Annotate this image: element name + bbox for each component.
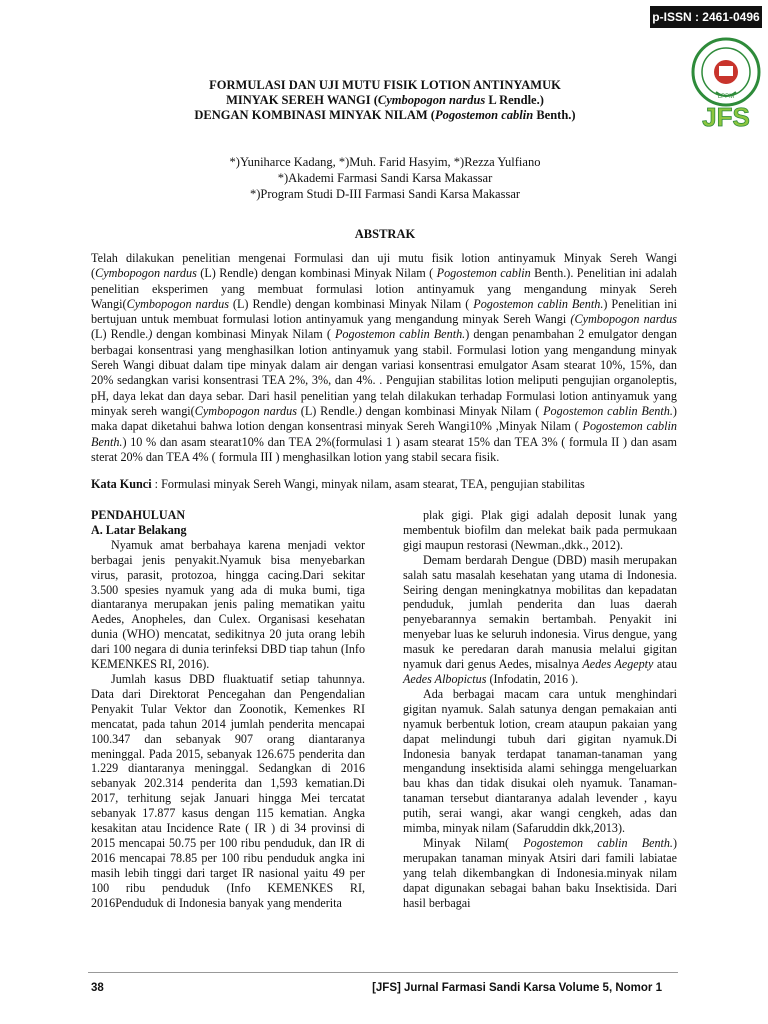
logo-sub-text: LPPM	[717, 94, 735, 100]
paragraph: Ada berbagai macam cara untuk menghindari gigitan nyamuk. Salah satunya dengan pemakaian anti nyamuk berbentuk lotion, cream ataupun pakaian yang dapat melindungi tubuh dari gigitan nyamuk.Di Indonesia banyak terdapat tanaman-tanaman yang mengandung insektisida alami sehingga mengeluarkan bau khas dan tidak disukai oleh nyamuk. Tanaman-tanaman tersebut diantaranya adalah levender , kayu putih, serai wangi, akar wangi cengkeh, adas dan mimba, minyak nilam (Safaruddin dkk,2013).	[403, 686, 677, 836]
abstract-heading: ABSTRAK	[354, 227, 416, 241]
title-line-3: DENGAN KOMBINASI MINYAK NILAM (Pogostemon cablin Benth.)	[194, 108, 576, 122]
section-heading: PENDAHULUAN	[91, 508, 186, 522]
journal-logo	[690, 36, 762, 132]
affiliation-1: *)Akademi Farmasi Sandi Karsa Makassar	[277, 171, 493, 185]
title-line-2: MINYAK SEREH WANGI (Cymbopogon nardus L Rendle.)	[226, 93, 544, 107]
keywords-label: Kata Kunci	[91, 477, 152, 491]
author-names: *)Yuniharce Kadang, *)Muh. Farid Hasyim, *)Rezza Yulfiano	[229, 155, 541, 169]
logo-emblem-text: JFS	[702, 102, 750, 132]
paragraph: plak gigi. Plak gigi adalah deposit lunak yang membentuk biofilm dan melekat baik pada permukaan gigi maupun restorasi (Newman.,dkk., 2012).	[403, 508, 677, 552]
subsection-heading: A. Latar Belakang	[91, 522, 187, 537]
paper-title	[90, 78, 680, 123]
left-column	[91, 508, 365, 910]
footer-divider	[88, 972, 678, 973]
paragraph: Jumlah kasus DBD fluaktuatif setiap tahunnya. Data dari Direktorat Pencegahan dan Pengendalian Penyakit Tular Vektor dan Zoonotik, Kemenkes RI mencatat, pada tahun 2014 jumlah penderita mencapai 100.347 dan sebanyak 907 orang diantaranya meninggal. Pada 2015, sebanyak 126.675 penderita dan 1.229 diantaranya meninggal. Sedangkan di 2016 sebanyak 202.314 penderita dan 1,593 kematian.Di 2017, terhitung sejak Januari hingga Mei tercatat sebanyak 17.877 kasus dengan 115 kematian. Angka kesakitan atau Incidence Rate ( IR ) di 34 provinsi di 2015 mencapai 50.75 per 100 ribu penduduk, dan IR di 2016 mencapai 78.85 per 100 ribu penduduk angka ini masih lebih tinggi dari target IR nasional yaitu 49 per 100 ribu penduduk (Info KEMENKES RI, 2016Penduduk di Indonesia banyak yang menderita	[91, 671, 365, 910]
page-number: 38	[91, 982, 104, 994]
abstract-body: Telah dilakukan penelitian mengenai Formulasi dan uji mutu fisik lotion antinyamuk Minyak Sereh Wangi (Cymbopogon nardus (L) Rendle) dengan kombinasi Minyak Nilam ( Pogostemon cablin Benth.). Penelitian ini adalah penelitian eksperimen yang membuat formulasi lotion antinyamuk yang mengandung minyak Sereh Wangi(Cymbopogon nardus (L) Rendle) dengan kombinasi Minyak Nilam ( Pogostemon cablin Benth.) Penelitian ini bertujuan untuk membuat formulasi lotion antinyamuk yang mengandung minyak Sereh Wangi (Cymbopogon nardus (L) Rendle.) dengan kombinasi Minyak Nilam ( Pogostemon cablin Benth.) dengan penambahan 2 emulgator dengan berbagai konsentrasi yang menghasilkan lotion antinyamuk yang stabil. Formulasi lotion yang mengandung minyak Sereh Wangi dibuat dalam tipe minyak dalam air dengan variasi konsentrasi emulgator Asam stearat 10%, 15%, dan 20% sedangkan varisi konsentrasi TEA 2%, 3%, dan 4%. . Pengujian stabilitas lotion meliputi pengujian organoleptis, pH, daya lekat dan daya sebar. Dari hasil penelitian yang telah dilakukan terhadap Formulasi lotion antinyamuk yang minyak sereh wangi(Cymbopogon nardus (L) Rendle.) dengan kombinasi Minyak Nilam ( Pogostemon cablin Benth.) maka dapat diketahui bahwa lotion dengan konsentrasi minyak Sereh Wangi10% ,Minyak Nilam ( Pogostemon cablin Benth.) 10 % dan asam stearat10% dan TEA 2%(formulasi 1 ) asam stearat 15% dan TEA 3% ( formula II ) dan asam sterat 20% dan TEA 4% ( formula III ) menghasilkan lotion yang stabil secara fisik.	[91, 251, 678, 464]
authors-block	[90, 154, 680, 202]
paragraph: Minyak Nilam( Pogostemon cablin Benth.) merupakan tanaman minyak Atsiri dari famili labiatae yang telah dikembangkan di Indonesia.minyak nilam dapat digunakan sebagai bahan baku Insektisida. Dari hasil berbagai	[403, 835, 677, 910]
affiliation-2: *)Program Studi D-III Farmasi Sandi Karsa Makassar	[249, 187, 521, 201]
right-column	[403, 508, 677, 910]
paragraph: Demam berdarah Dengue (DBD) masih merupakan salah satu masalah kesehatan yang utama di Indonesia. Seiring dengan meningkatnya mobilitas dan kepadatan penduduk, jumlah penderita dan luas daerah penyebarannya semakin bertambah. Penyakit ini menyebar luas ke seluruh indonesia. Virus dengue, yang masuk ke peredaran darah manusia melalui gigitan nyamuk dari genus Aedes, misalnya Aedes Aegepty atau Aedes Albopictus (Infodatin, 2016 ).	[403, 552, 677, 686]
journal-footer: [JFS] Jurnal Farmasi Sandi Karsa Volume 5, Nomor 1	[372, 982, 662, 994]
keywords: Kata Kunci : Formulasi minyak Sereh Wangi, minyak nilam, asam stearat, TEA, pengujian stabilitas	[91, 477, 585, 491]
title-line-1: FORMULASI DAN UJI MUTU FISIK LOTION ANTINYAMUK	[209, 78, 561, 92]
issn-badge: p-ISSN : 2461-0496	[650, 6, 762, 28]
paragraph: Nyamuk amat berbahaya karena menjadi vektor berbagai jenis penyakit.Nyamuk bisa menyebarkan virus, parasit, protozoa, hingga cacing.Dari sekitar 3.500 spesies nyamuk yang ada di muka bumi, tiga diantaranya merupakan jenis paling mematikan yaitu Aedes, Anopheles, dan Culex. Organisasi kesehatan dunia (WHO) mencatat, sedikitnya 20 juta orang lebih dari 100 negara di dunia terinfeksi DBD tiap tahun (Info KEMENKES RI, 2016).	[91, 537, 365, 672]
